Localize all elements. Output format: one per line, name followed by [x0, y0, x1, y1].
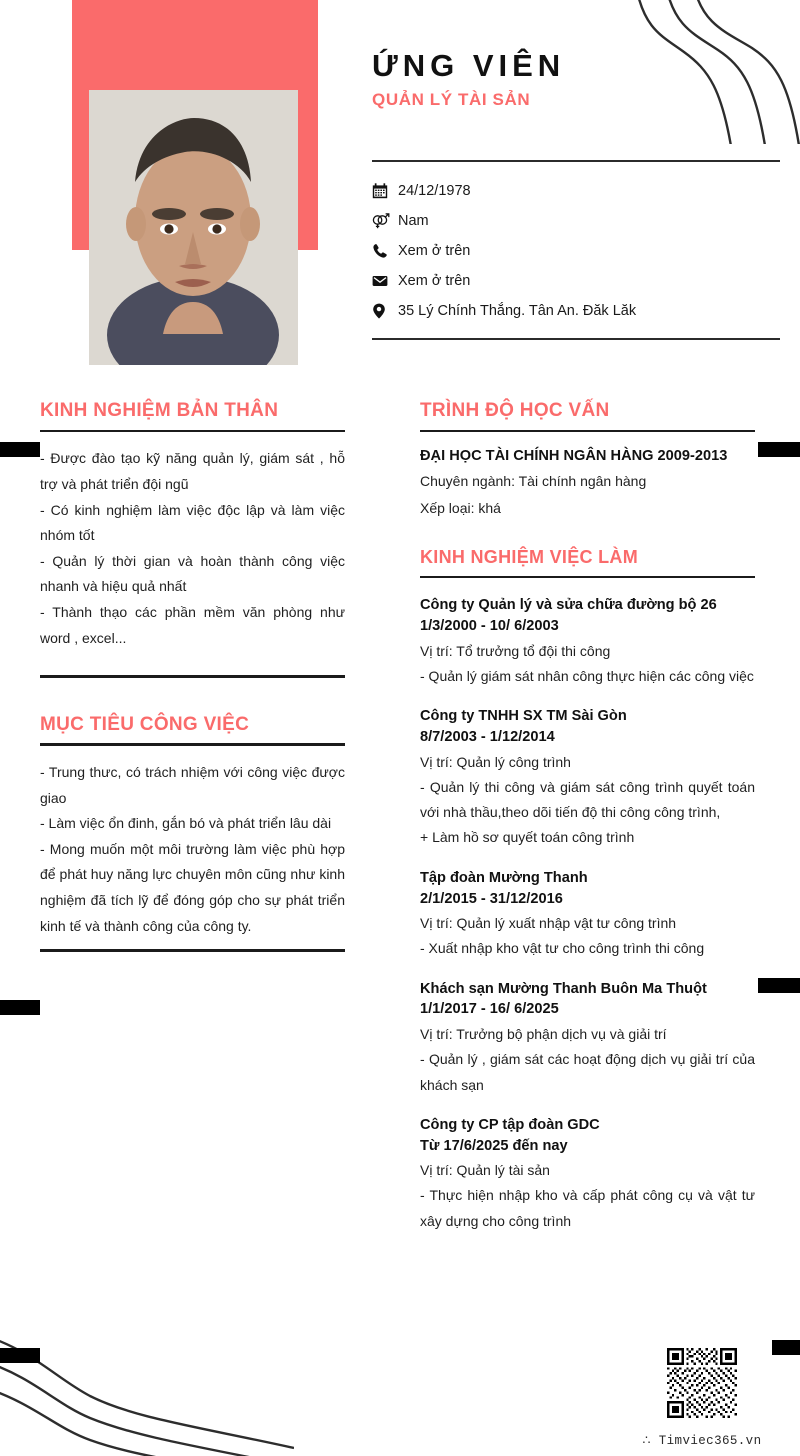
gender-icon — [372, 213, 398, 229]
left-column — [40, 400, 345, 952]
edge-marker-right-middle — [758, 978, 800, 993]
candidate-photo — [89, 90, 298, 365]
envelope-icon — [372, 273, 398, 289]
career-objective-list — [40, 760, 345, 939]
section-career-objective — [40, 714, 345, 952]
contact-block — [372, 160, 780, 340]
section-underline — [420, 430, 755, 433]
contact-birthdate-value: 24/12/1978 — [398, 183, 471, 199]
contact-row-gender — [372, 206, 780, 236]
contact-email-value: Xem ở trên — [398, 273, 471, 289]
work-entry — [420, 1115, 755, 1234]
work-duty: - Quản lý thi công và giám sát công trình quyết toán với nhà thầu,theo dõi tiến độ thi công công trình, — [420, 778, 755, 820]
work-org: Công ty TNHH SX TM Sài Gòn — [420, 708, 627, 725]
header-text — [372, 48, 782, 110]
contact-address-value: 35 Lý Chính Thắng. Tân An. Đăk Lăk — [398, 303, 637, 319]
contact-phone-value: Xem ở trên — [398, 243, 471, 259]
work-duty: - Quản lý giám sát nhân công thực hiện các công việc — [420, 667, 754, 684]
list-item: - Mong muốn một môi trường làm việc phù hợp để phát huy năng lực chuyên môn cũng như kinh nghiệm đã tích lỹ để đóng góp cho sự phát triển kinh tế và thành công của công ty. — [40, 840, 345, 934]
contact-row-address — [372, 296, 780, 326]
contact-row-email — [372, 266, 780, 296]
work-entry — [420, 979, 755, 1098]
section-title-career-objective: MỤC TIÊU CÔNG VIỆC — [40, 713, 250, 735]
contact-gender-value: Nam — [398, 213, 429, 229]
work-position: Vị trí: Quản lý xuất nhập vật tư công trình — [420, 915, 677, 932]
work-org: Khách sạn Mường Thanh Buôn Ma Thuột — [420, 980, 707, 997]
footer — [622, 1348, 782, 1448]
work-entry — [420, 868, 755, 962]
education-major: Chuyên ngành: Tài chính ngân hàng — [420, 473, 647, 490]
work-position: Vị trí: Tổ trưởng tổ đội thi công — [420, 642, 611, 659]
list-item: - Trung thưc, có trách nhiệm với công việc được giao — [40, 763, 345, 806]
work-org: Tập đoàn Mường Thanh — [420, 869, 588, 886]
section-personal-experience — [40, 400, 345, 678]
list-item: - Quản lý thời gian và hoàn thành công việc nhanh và hiệu quả nhất — [40, 552, 345, 595]
list-item: - Làm việc ổn đinh, gắn bó và phát triển lâu dài — [40, 815, 332, 832]
candidate-title: ỨNG VIÊN — [372, 48, 566, 83]
work-entry — [420, 595, 755, 689]
work-org: Công ty CP tập đoàn GDC — [420, 1117, 600, 1134]
section-title-personal-experience: KINH NGHIỆM BẢN THÂN — [40, 400, 279, 421]
work-date: 2/1/2015 - 31/12/2016 — [420, 890, 563, 907]
section-title-work-experience: KINH NGHIỆM VIỆC LÀM — [420, 547, 639, 568]
contact-divider-bottom — [372, 338, 780, 340]
section-education — [420, 400, 755, 521]
education-entry — [420, 446, 755, 521]
work-duty: - Thực hiện nhập kho và cấp phát công cụ và vật tư xây dựng cho công trình — [420, 1187, 755, 1229]
section-title-education: TRÌNH ĐỘ HỌC VẤN — [420, 400, 610, 421]
location-pin-icon — [372, 303, 398, 319]
list-item: - Được đào tạo kỹ năng quản lý, giám sát , hỗ trợ và phát triển đội ngũ — [40, 450, 345, 492]
section-underline — [420, 576, 755, 579]
education-grade: Xếp loại: khá — [420, 500, 501, 517]
work-duty: - Quản lý , giám sát các hoạt động dịch vụ giải trí của khách sạn — [420, 1051, 755, 1093]
work-date: 1/1/2017 - 16/ 6/2025 — [420, 1001, 559, 1018]
work-duty: - Xuất nhập kho vật tư cho công trình thi công — [420, 940, 705, 957]
phone-icon — [372, 243, 398, 259]
education-degree: ĐẠI HỌC TÀI CHÍNH NGÂN HÀNG 2009-2013 — [420, 448, 728, 465]
section-closing-rule — [40, 675, 345, 678]
edge-marker-left-middle — [0, 1000, 40, 1015]
work-duty: + Làm hồ sơ quyết toán công trình — [420, 829, 635, 846]
work-position: Vị trí: Trưởng bộ phận dịch vụ và giải trí — [420, 1026, 667, 1043]
edge-marker-right-top — [758, 442, 800, 457]
calendar-icon — [372, 183, 398, 199]
qr-code — [667, 1348, 737, 1418]
section-underline — [40, 743, 345, 746]
work-position: Vị trí: Quản lý công trình — [420, 753, 571, 770]
right-column — [420, 400, 755, 1234]
section-underline — [40, 430, 345, 433]
list-item: - Có kinh nghiệm làm việc độc lập và làm việc nhóm tốt — [40, 501, 345, 544]
work-date: 8/7/2003 - 1/12/2014 — [420, 728, 555, 745]
wave-decoration-bottom-left — [0, 1330, 294, 1456]
section-closing-rule — [40, 949, 345, 952]
work-date: Từ 17/6/2025 đến nay — [420, 1137, 568, 1154]
candidate-role: QUẢN LÝ TÀI SẢN — [372, 89, 531, 109]
contact-row-birthdate — [372, 176, 780, 206]
edge-marker-left-top — [0, 442, 40, 457]
work-date: 1/3/2000 - 10/ 6/2003 — [420, 618, 559, 635]
work-entry — [420, 706, 755, 851]
list-item: - Thành thạo các phần mềm văn phòng như word , excel... — [40, 603, 345, 646]
brand-label: ∴ Timviec365.vn — [642, 1434, 762, 1448]
edge-marker-left-bottom — [0, 1348, 40, 1363]
work-position: Vị trí: Quản lý tài sản — [420, 1162, 550, 1179]
personal-experience-list — [40, 446, 345, 651]
contact-row-phone — [372, 236, 780, 266]
section-work-experience — [420, 547, 755, 1234]
work-org: Công ty Quản lý và sửa chữa đường bộ 26 — [420, 597, 717, 614]
